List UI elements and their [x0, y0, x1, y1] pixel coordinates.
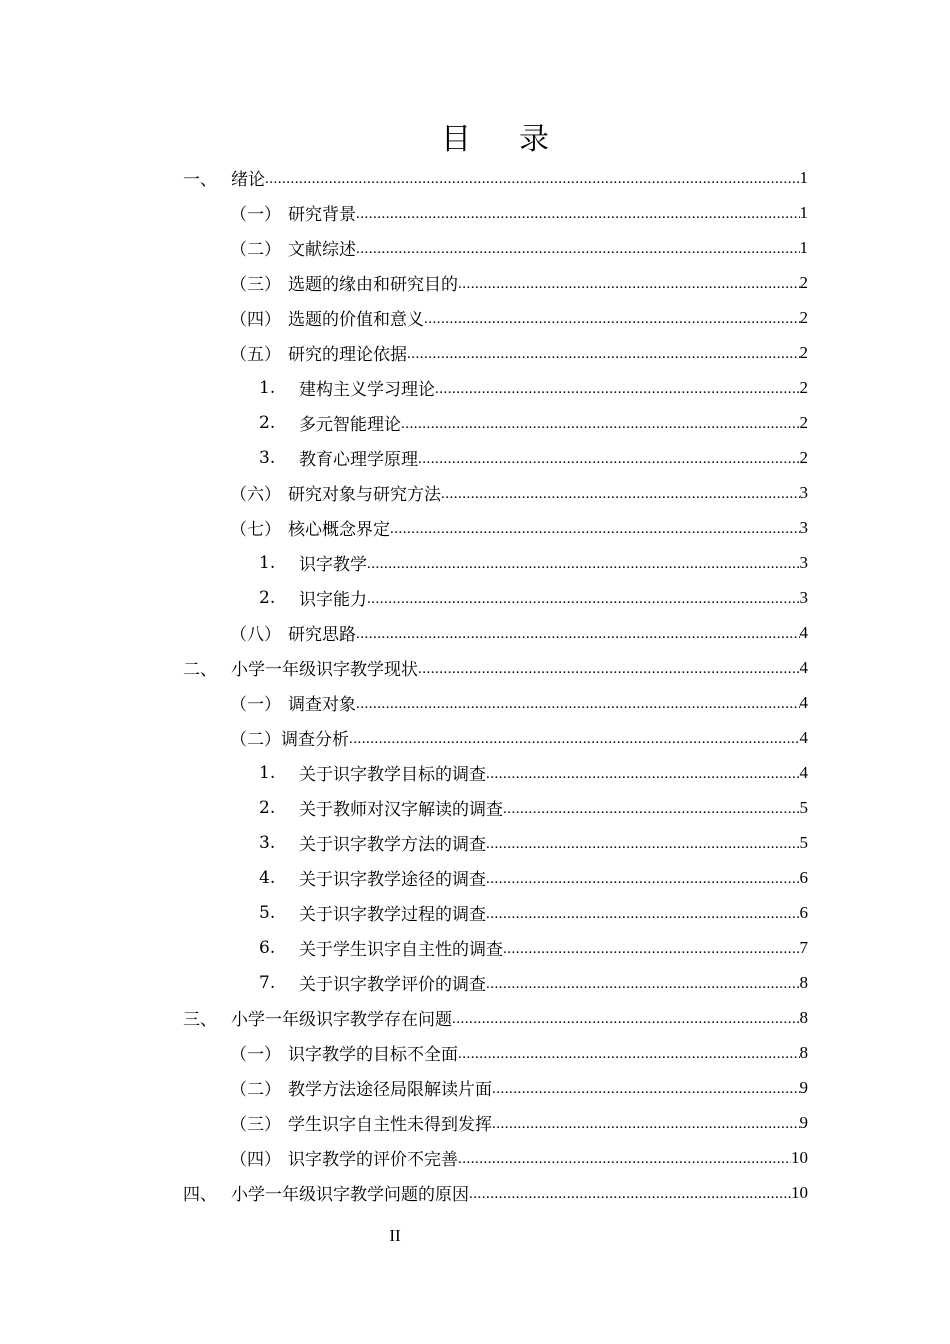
toc-leader-dots	[452, 1012, 800, 1027]
toc-entry-number: （二）	[230, 1080, 281, 1100]
toc-entry-number: （八）	[230, 625, 281, 645]
toc-entry-label: 关于学生识字自主性的调查	[299, 940, 503, 960]
toc-entry-label: 教育心理学原理	[299, 450, 418, 470]
table-of-contents	[183, 160, 808, 1210]
toc-leader-dots	[503, 802, 800, 817]
toc-entry-number: 7.	[259, 972, 276, 993]
toc-entry[interactable]	[183, 230, 808, 265]
toc-leader-dots	[486, 872, 800, 887]
toc-leader-dots	[265, 172, 800, 187]
toc-leader-dots	[441, 487, 800, 502]
toc-entry-number: 1.	[259, 377, 276, 398]
toc-leader-dots	[486, 837, 800, 852]
toc-entry-number: （五）	[230, 345, 281, 365]
toc-entry[interactable]	[183, 545, 808, 580]
toc-entry-number: （三）	[230, 275, 281, 295]
toc-entry-page: 3	[799, 587, 808, 607]
toc-entry-number: （三）	[230, 1115, 281, 1135]
toc-entry-page: 10	[791, 1147, 808, 1167]
toc-entry-page: 2	[799, 412, 808, 432]
toc-entry-label: 研究思路	[288, 625, 356, 645]
toc-leader-dots	[492, 1082, 800, 1097]
toc-entry[interactable]	[183, 300, 808, 335]
toc-entry-page: 2	[799, 272, 808, 292]
toc-entry-page: 4	[799, 762, 808, 782]
toc-entry-number: （七）	[230, 520, 281, 540]
toc-entry-page: 1	[799, 237, 808, 257]
toc-entry[interactable]	[183, 790, 808, 825]
toc-entry-label: 关于识字教学方法的调查	[299, 835, 486, 855]
toc-entry-page: 9	[799, 1112, 808, 1132]
toc-entry-label: 建构主义学习理论	[299, 380, 435, 400]
toc-entry-label: 选题的价值和意义	[288, 310, 424, 330]
toc-leader-dots	[407, 347, 800, 362]
toc-entry-label: 小学一年级识字教学存在问题	[231, 1010, 452, 1030]
toc-title-char-2: 录	[519, 122, 549, 157]
toc-entry-number: （六）	[230, 485, 281, 505]
toc-entry-number: 四、	[183, 1185, 217, 1205]
toc-leader-dots	[356, 697, 800, 712]
toc-entry-label: 小学一年级识字教学问题的原因	[231, 1185, 469, 1205]
toc-entry-label: 识字教学的评价不完善	[288, 1150, 458, 1170]
toc-title-char-1: 目	[441, 122, 471, 157]
toc-leader-dots	[418, 662, 800, 677]
toc-entry-number: 1.	[259, 762, 276, 783]
toc-entry-page: 6	[799, 867, 808, 887]
toc-entry-page: 8	[799, 972, 808, 992]
toc-entry[interactable]	[183, 1140, 808, 1175]
toc-entry-page: 2	[799, 447, 808, 467]
toc-entry-label: 关于识字教学目标的调查	[299, 765, 486, 785]
toc-entry-number: 2.	[259, 412, 276, 433]
toc-entry[interactable]	[183, 370, 808, 405]
toc-leader-dots	[356, 207, 800, 222]
toc-entry-number: （一）	[230, 695, 281, 715]
toc-entry-label: 文献综述	[288, 240, 356, 260]
toc-entry[interactable]	[183, 615, 808, 650]
page-number: II	[389, 1226, 401, 1245]
toc-entry-number: （一）	[230, 205, 281, 225]
toc-leader-dots	[424, 312, 800, 327]
toc-entry[interactable]	[183, 895, 808, 930]
toc-entry-page: 9	[799, 1077, 808, 1097]
toc-entry-page: 5	[799, 832, 808, 852]
toc-entry-label: 研究背景	[288, 205, 356, 225]
toc-entry-label: 识字教学	[299, 555, 367, 575]
toc-entry[interactable]	[183, 965, 808, 1000]
toc-entry-number: （二）	[230, 240, 281, 260]
toc-entry[interactable]	[183, 580, 808, 615]
toc-entry-page: 4	[799, 622, 808, 642]
toc-leader-dots	[356, 627, 800, 642]
toc-entry-page: 6	[799, 902, 808, 922]
toc-entry-number: 一、	[183, 170, 217, 190]
toc-leader-dots	[486, 767, 800, 782]
toc-entry[interactable]	[183, 510, 808, 545]
toc-entry[interactable]	[183, 475, 808, 510]
toc-entry-label: 小学一年级识字教学现状	[231, 660, 418, 680]
toc-entry-label: 绪论	[231, 170, 265, 190]
toc-entry-label: 核心概念界定	[288, 520, 390, 540]
toc-entry[interactable]	[183, 1035, 808, 1070]
toc-entry-label: 调查对象	[288, 695, 356, 715]
toc-entry-label: 学生识字自主性未得到发挥	[288, 1115, 492, 1135]
toc-leader-dots	[458, 1047, 800, 1062]
toc-entry[interactable]	[183, 1000, 808, 1035]
toc-entry-number: 3.	[259, 447, 276, 468]
toc-entry[interactable]	[183, 195, 808, 230]
toc-leader-dots	[435, 382, 800, 397]
toc-entry-label: 研究的理论依据	[288, 345, 407, 365]
toc-entry-page: 4	[799, 657, 808, 677]
toc-entry-label: 选题的缘由和研究目的	[288, 275, 458, 295]
toc-leader-dots	[492, 1117, 800, 1132]
toc-leader-dots	[349, 732, 800, 747]
toc-entry-page: 2	[799, 307, 808, 327]
toc-entry-page: 8	[799, 1042, 808, 1062]
toc-entry[interactable]	[183, 335, 808, 370]
toc-entry-label: 关于教师对汉字解读的调查	[299, 800, 503, 820]
toc-entry-label: 关于识字教学途径的调查	[299, 870, 486, 890]
toc-entry-page: 5	[799, 797, 808, 817]
toc-entry-page: 1	[799, 167, 808, 187]
toc-leader-dots	[390, 522, 800, 537]
toc-entry[interactable]	[183, 930, 808, 965]
toc-entry[interactable]	[183, 685, 808, 720]
toc-entry-number: 3.	[259, 832, 276, 853]
toc-entry-number: 三、	[183, 1010, 217, 1030]
toc-leader-dots	[401, 417, 800, 432]
toc-entry-label: 教学方法途径局限解读片面	[288, 1080, 492, 1100]
toc-entry-number: 4.	[259, 867, 276, 888]
toc-entry[interactable]	[183, 860, 808, 895]
toc-entry[interactable]	[183, 720, 808, 755]
toc-leader-dots	[458, 1152, 791, 1167]
toc-entry-page: 1	[799, 202, 808, 222]
toc-entry-number: （二）	[230, 730, 281, 750]
toc-entry-page: 3	[799, 482, 808, 502]
toc-entry-label: 研究对象与研究方法	[288, 485, 441, 505]
toc-entry-page: 4	[799, 692, 808, 712]
toc-entry-number: 二、	[183, 660, 217, 680]
toc-entry-label: 关于识字教学过程的调查	[299, 905, 486, 925]
toc-entry-page: 2	[799, 377, 808, 397]
toc-entry-page: 2	[799, 342, 808, 362]
toc-entry-label: 多元智能理论	[299, 415, 401, 435]
toc-entry-number: （四）	[230, 310, 281, 330]
toc-entry-page: 4	[799, 727, 808, 747]
toc-entry-label: 识字教学的目标不全面	[288, 1045, 458, 1065]
toc-leader-dots	[356, 242, 800, 257]
toc-leader-dots	[486, 907, 800, 922]
toc-entry[interactable]	[183, 405, 808, 440]
toc-entry-number: 5.	[259, 902, 276, 923]
toc-title	[0, 114, 950, 158]
toc-entry-page: 7	[799, 937, 808, 957]
toc-entry-number: 6.	[259, 937, 276, 958]
toc-entry-label: 识字能力	[299, 590, 367, 610]
toc-entry-page: 10	[791, 1182, 808, 1202]
toc-entry[interactable]	[183, 440, 808, 475]
toc-leader-dots	[503, 942, 800, 957]
toc-entry-label: 关于识字教学评价的调查	[299, 975, 486, 995]
toc-entry-page: 8	[799, 1007, 808, 1027]
toc-entry-label: 调查分析	[281, 730, 349, 750]
toc-entry[interactable]	[183, 1105, 808, 1140]
toc-leader-dots	[418, 452, 800, 467]
toc-leader-dots	[458, 277, 800, 292]
toc-entry[interactable]	[183, 755, 808, 790]
toc-entry-number: （一）	[230, 1045, 281, 1065]
toc-entry-number: 2.	[259, 587, 276, 608]
toc-entry-number: 2.	[259, 797, 276, 818]
toc-entry[interactable]	[183, 1070, 808, 1105]
toc-entry-number: 1.	[259, 552, 276, 573]
toc-entry-number: （四）	[230, 1150, 281, 1170]
toc-entry[interactable]	[183, 160, 808, 195]
toc-entry[interactable]	[183, 825, 808, 860]
toc-entry[interactable]	[183, 650, 808, 685]
toc-leader-dots	[469, 1187, 791, 1202]
toc-entry[interactable]	[183, 1175, 808, 1210]
toc-leader-dots	[367, 592, 800, 607]
toc-leader-dots	[486, 977, 800, 992]
toc-leader-dots	[367, 557, 800, 572]
toc-entry-page: 3	[799, 552, 808, 572]
toc-entry-page: 3	[799, 517, 808, 537]
toc-entry[interactable]	[183, 265, 808, 300]
